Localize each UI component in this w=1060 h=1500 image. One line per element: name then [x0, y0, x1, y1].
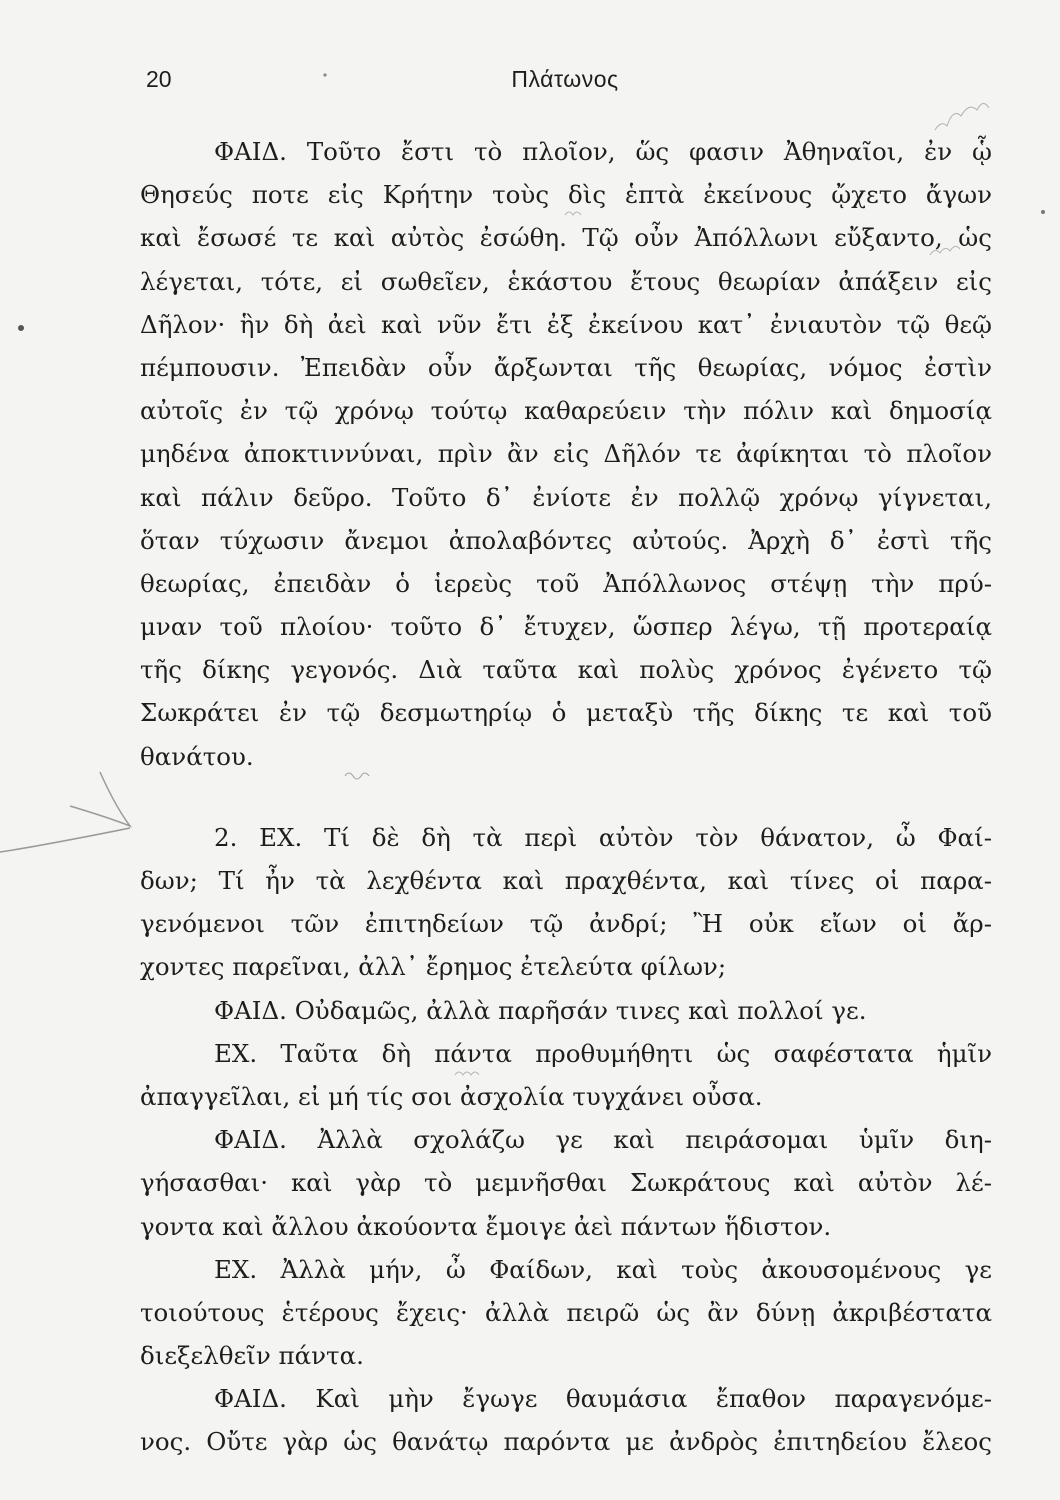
text-line: ΕΧ. Ταῦτα δὴ πάντα προθυμήθητι ὡς σαφέστατα ἡμῖν	[214, 1038, 992, 1068]
text-line: τῆς δίκης γεγονός. Διὰ ταῦτα καὶ πολὺς χρόνος ἐγένετο τῷ	[140, 655, 992, 685]
text-line: ΦΑΙΔ. Καὶ μὴν ἔγωγε θαυμάσια ἔπαθον παραγενόμε-	[214, 1384, 992, 1414]
text-line: νος. Οὔτε γὰρ ὡς θανάτῳ παρόντα με ἀνδρὸς ἐπιτηδείου ἔλεος	[140, 1427, 992, 1457]
text-line: διεξελθεῖν πάντα.	[140, 1341, 364, 1371]
text-line: δων; Τί ἦν τὰ λεχθέντα καὶ πραχθέντα, καὶ τίνες οἱ παρα-	[140, 866, 992, 895]
text-line: αὐτοῖς ἐν τῷ χρόνῳ τούτῳ καθαρεύειν τὴν πόλιν καὶ δημοσίᾳ	[140, 396, 992, 426]
text-line: γήσασθαι· καὶ γὰρ τὸ μεμνῆσθαι Σωκράτους καὶ αὐτὸν λέ-	[140, 1168, 992, 1198]
text-line: Δῆλον· ἣν δὴ ἀεὶ καὶ νῦν ἔτι ἐξ ἐκείνου κατ᾽ ἐνιαυτὸν τῷ θεῷ	[140, 309, 992, 339]
running-title: Πλάτωνος	[511, 66, 619, 92]
text-line: 2. ΕΧ. Τί δὲ δὴ τὰ περὶ αὐτὸν τὸν θάνατον, ὦ Φαί-	[214, 822, 992, 852]
text-line: θεωρίας, ἐπειδὰν ὁ ἱερεὺς τοῦ Ἀπόλλωνος στέψῃ τὴν πρύ-	[140, 568, 992, 598]
section-gap	[140, 778, 992, 816]
text-line: πέμπουσιν. Ἐπειδὰν οὖν ἄρξωνται τῆς θεωρίας, νόμος ἐστὶν	[140, 352, 992, 382]
text-line: Θησεύς ποτε εἰς Κρήτην τοὺς δὶς ἑπτὰ ἐκείνους ᾤχετο ἄγων	[140, 180, 992, 210]
page-number: 20	[146, 66, 172, 92]
text-line: μναν τοῦ πλοίου· τοῦτο δ᾽ ἔτυχεν, ὥσπερ λέγω, τῇ προτεραίᾳ	[140, 612, 992, 642]
text-line: γοντα καὶ ἄλλου ἀκούοντα ἔμοιγε ἀεὶ πάντων ἥδιστον.	[140, 1211, 832, 1241]
text-line: λέγεται, τότε, εἰ σωθεῖεν, ἑκάστου ἔτους θεωρίαν ἀπάξειν εἰς	[140, 266, 992, 296]
text-line: Σωκράτει ἐν τῷ δεσμωτηρίῳ ὁ μεταξὺ τῆς δίκης τε καὶ τοῦ	[140, 698, 992, 728]
margin-dot	[1041, 210, 1045, 214]
page-header	[140, 66, 990, 106]
text-line: χοντες παρεῖναι, ἀλλ᾽ ἔρημος ἐτελεύτα φίλων;	[140, 952, 727, 982]
margin-pencil-scribble	[935, 103, 989, 130]
text-line: καὶ ἔσωσέ τε καὶ αὐτὸς ἐσώθη. Τῷ οὖν Ἀπόλλωνι εὔξαντο, ὡς	[140, 223, 992, 253]
text-line: καὶ πάλιν δεῦρο. Τοῦτο δ᾽ ἐνίοτε ἐν πολλῷ χρόνῳ γίγνεται,	[140, 482, 992, 512]
text-line: μηδένα ἀποκτιννύναι, πρὶν ἂν εἰς Δῆλόν τε ἀφίκηται τὸ πλοῖον	[140, 439, 992, 469]
text-line: ΕΧ. Ἀλλὰ μήν, ὦ Φαίδων, καὶ τοὺς ἀκουσομένους γε	[214, 1254, 992, 1284]
text-line: ὅταν τύχωσιν ἄνεμοι ἀπολαβόντες αὐτούς. Ἀρχὴ δ᾽ ἐστὶ τῆς	[140, 525, 992, 555]
text-line: ΦΑΙΔ. Τοῦτο ἔστι τὸ πλοῖον, ὥς φασιν Ἀθηναῖοι, ἐν ᾧ	[214, 137, 992, 166]
margin-pencil-arrow	[70, 772, 130, 826]
text-line: τοιούτους ἑτέρους ἔχεις· ἀλλὰ πειρῶ ὡς ἂν δύνῃ ἀκριβέστατα	[140, 1297, 992, 1327]
text-line: γενόμενοι τῶν ἐπιτηδείων τῷ ἀνδρί; Ἢ οὐκ εἴων οἱ ἄρ-	[140, 909, 992, 939]
margin-pencil-line	[0, 828, 130, 852]
text-line: ΦΑΙΔ. Οὐδαμῶς, ἀλλὰ παρῆσάν τινες καὶ πολλοί γε.	[214, 995, 867, 1025]
text-line: ΦΑΙΔ. Ἀλλὰ σχολάζω γε καὶ πειράσομαι ὑμῖν διη-	[214, 1125, 992, 1155]
body-text	[140, 130, 992, 1464]
text-line: θανάτου.	[140, 741, 254, 771]
text-line: ἀπαγγεῖλαι, εἰ μή τίς σοι ἀσχολία τυγχάνει οὖσα.	[140, 1081, 763, 1111]
margin-dot	[18, 325, 24, 331]
